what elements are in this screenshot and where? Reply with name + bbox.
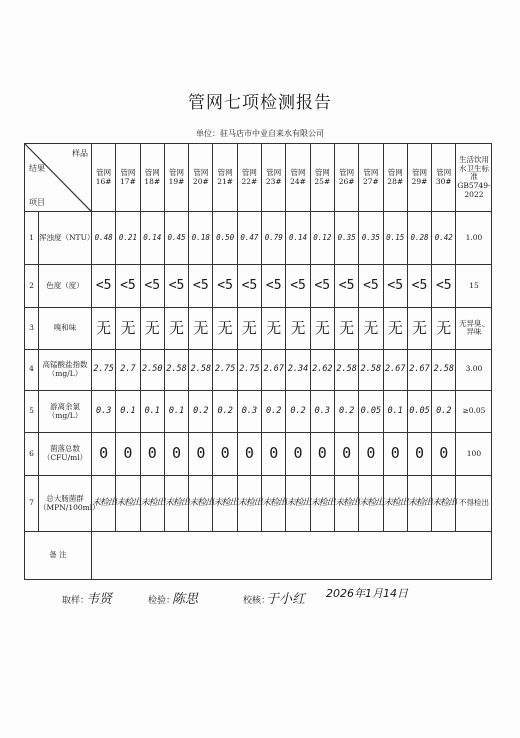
result-value: <5 [407,264,431,307]
standard-limit: 无异臭、异味 [456,308,492,349]
result-value: 0.3 [237,390,261,432]
test-item-name: 菌落总数（CFU/ml） [39,433,92,475]
result-value: 无 [189,308,213,349]
test-item-name: 色度（度） [39,264,92,307]
result-value: 0.2 [432,390,456,432]
corner-result-label: 结果 [29,164,45,173]
result-value: 0.1 [164,390,188,432]
result-value: 未检出 [140,475,164,532]
standard-header: 生活饮用水卫生标准GB5749-2022 [456,144,492,212]
row-number: 1 [25,212,39,265]
result-value: 0 [383,433,407,475]
result-value: 未检出 [213,475,237,532]
result-value: <5 [334,264,358,307]
sample-header-6: 管网21# [213,144,237,212]
result-value: 2.34 [286,349,310,390]
sample-header-12: 管网27# [359,144,383,212]
sample-header-10: 管网25# [310,144,334,212]
result-value: <5 [359,264,383,307]
result-value: 2.67 [262,349,286,390]
row-number: 2 [25,264,39,307]
sample-header-9: 管网24# [286,144,310,212]
result-value: 无 [140,308,164,349]
result-value: 无 [359,308,383,349]
result-value: 0.2 [213,390,237,432]
result-value: 0.50 [213,212,237,265]
result-value: <5 [237,264,261,307]
table-row [25,475,492,532]
standard-limit: 不得检出 [456,475,492,532]
table-row [25,308,492,349]
result-value: 未检出 [383,475,407,532]
result-value: 0 [286,433,310,475]
result-value: 无 [116,308,140,349]
result-value: 0.15 [383,212,407,265]
result-value: <5 [262,264,286,307]
sample-header-3: 管网18# [140,144,164,212]
result-value: 2.67 [383,349,407,390]
sample-header-15: 管网30# [432,144,456,212]
result-value: 0.2 [334,390,358,432]
row-number: 5 [25,390,39,432]
result-value: 无 [262,308,286,349]
result-value: <5 [189,264,213,307]
test-item-name: 嗅和味 [39,308,92,349]
result-value: 2.58 [334,349,358,390]
result-value: 2.62 [310,349,334,390]
result-value: <5 [116,264,140,307]
result-value: 未检出 [116,475,140,532]
result-value: 无 [92,308,116,349]
result-value: 0.1 [383,390,407,432]
result-value: 2.58 [432,349,456,390]
corner-sample-label: 样品 [72,149,88,158]
result-value: 0.42 [432,212,456,265]
result-value: 0.3 [92,390,116,432]
result-value: 0.14 [286,212,310,265]
result-value: 无 [164,308,188,349]
results-table [24,143,492,580]
row-number: 6 [25,433,39,475]
result-value: 0 [189,433,213,475]
result-value: 0.1 [116,390,140,432]
result-value: 0.21 [116,212,140,265]
table-row [25,212,492,265]
result-value: 0 [432,433,456,475]
standard-limit: ≥0.05 [456,390,492,432]
remarks-row [25,532,492,580]
test-item-name: 高锰酸盐指数（mg/L） [39,349,92,390]
result-value: 无 [334,308,358,349]
result-value: 无 [213,308,237,349]
result-value: 未检出 [432,475,456,532]
result-value: 未检出 [92,475,116,532]
result-value: 0.45 [164,212,188,265]
sample-header-11: 管网26# [334,144,358,212]
result-value: <5 [164,264,188,307]
result-value: 0.05 [359,390,383,432]
table-row [25,349,492,390]
result-value: 2.67 [407,349,431,390]
result-value: <5 [286,264,310,307]
table-row [25,390,492,432]
result-value: 未检出 [262,475,286,532]
result-value: 0.48 [92,212,116,265]
result-value: 0.2 [262,390,286,432]
standard-limit: 15 [456,264,492,307]
row-number: 3 [25,308,39,349]
result-value: 2.75 [237,349,261,390]
sample-header-1: 管网16# [92,144,116,212]
result-value: 无 [432,308,456,349]
result-value: 0.12 [310,212,334,265]
report-title: 管网七项检测报告 [188,93,332,113]
result-value: 2.50 [140,349,164,390]
sample-header-4: 管网19# [164,144,188,212]
result-value: 0 [237,433,261,475]
result-value: 0 [116,433,140,475]
result-value: 无 [286,308,310,349]
result-value: 未检出 [286,475,310,532]
signature-footer [0,583,520,623]
result-value: 0.14 [140,212,164,265]
sample-header-7: 管网22# [237,144,261,212]
result-value: 未检出 [359,475,383,532]
result-value: 0.28 [407,212,431,265]
result-value: 0.2 [286,390,310,432]
test-item-name: 浑浊度（NTU） [39,212,92,265]
result-value: 2.58 [189,349,213,390]
sample-header-13: 管网28# [383,144,407,212]
result-value: 无 [383,308,407,349]
result-value: 0 [140,433,164,475]
tester-signature: 陈思 [172,592,199,607]
result-value: 2.75 [213,349,237,390]
result-value: 0 [92,433,116,475]
remarks-label: 备 注 [25,532,92,580]
result-value: 0.47 [237,212,261,265]
result-value: 0 [334,433,358,475]
result-value: 未检出 [310,475,334,532]
table-header-row [25,144,492,212]
result-value: 2.58 [359,349,383,390]
result-value: 2.58 [164,349,188,390]
row-number: 7 [25,475,39,532]
result-value: 0.18 [189,212,213,265]
corner-item-label: 项目 [29,198,45,207]
result-value: <5 [310,264,334,307]
checker-label: 校核： [243,596,271,606]
sample-header-14: 管网29# [407,144,431,212]
result-value: <5 [383,264,407,307]
result-value: 未检出 [164,475,188,532]
table-row [25,264,492,307]
sampler-label: 取样： [62,596,90,606]
result-value: <5 [92,264,116,307]
report-date: 2026年1月14日 [326,587,408,600]
result-value: 0 [262,433,286,475]
row-number: 4 [25,349,39,390]
sample-header-5: 管网20# [189,144,213,212]
result-value: 未检出 [189,475,213,532]
result-value: 2.7 [116,349,140,390]
result-value: 0 [407,433,431,475]
sample-header-8: 管网23# [262,144,286,212]
result-value: 0.35 [334,212,358,265]
result-value: <5 [140,264,164,307]
standard-limit: 3.00 [456,349,492,390]
result-value: 无 [310,308,334,349]
result-value: <5 [432,264,456,307]
standard-limit: 100 [456,433,492,475]
tester-label: 检验： [148,596,176,606]
result-value: 0.3 [310,390,334,432]
standard-limit: 1.00 [456,212,492,265]
result-value: 0 [310,433,334,475]
sampler-signature: 韦贤 [86,592,113,607]
checker-signature: 于小红 [266,592,306,607]
result-value: 0 [213,433,237,475]
result-value: <5 [213,264,237,307]
result-value: 未检出 [237,475,261,532]
result-value: 0.79 [262,212,286,265]
result-value: 无 [237,308,261,349]
result-value: 无 [407,308,431,349]
test-item-name: 游离余氯（mg/L） [39,390,92,432]
table-row [25,433,492,475]
result-value: 0.2 [189,390,213,432]
result-value: 0 [359,433,383,475]
corner-cell [25,144,92,212]
result-value: 0.35 [359,212,383,265]
remarks-content [92,532,492,580]
result-value: 2.75 [92,349,116,390]
company-unit: 单位：驻马店市中业自来水有限公司 [196,129,324,138]
result-value: 未检出 [407,475,431,532]
test-item-name: 总大肠菌群（MPN/100ml） [39,475,92,532]
result-value: 0.05 [407,390,431,432]
result-value: 未检出 [334,475,358,532]
result-value: 0 [164,433,188,475]
result-value: 0.1 [140,390,164,432]
sample-header-2: 管网17# [116,144,140,212]
